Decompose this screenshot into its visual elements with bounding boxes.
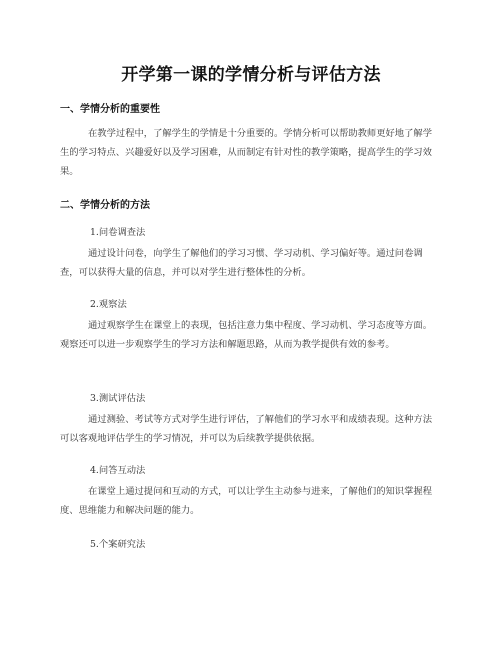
method-label-testing: 3.测试评估法: [90, 393, 146, 404]
document-title: 开学第一课的学情分析与评估方法: [121, 65, 381, 85]
method-label-questionnaire: 1.问卷调查法: [90, 227, 146, 238]
method-paragraph-qa: 在课堂上通过提问和互动的方式，可以让学生主动参与进来，了解他们的知识掌握程度、思维能力和解决问题的能力。: [60, 486, 432, 516]
method-paragraph-testing: 通过测验、考试等方式对学生进行评估，了解他们的学习水平和成绩表现。这种方法可以客观地评估学生的学习情况，并可以为后续教学提供依据。: [60, 414, 432, 444]
method-label-qa: 4.问答互动法: [90, 465, 146, 476]
section-heading-methods: 二、学情分析的方法: [60, 200, 150, 211]
method-paragraph-observation: 通过观察学生在课堂上的表现，包括注意力集中程度、学习动机、学习态度等方面。观察还可以进一步观察学生的学习方法和解题思路，从而为教学提供有效的参考。: [60, 320, 432, 350]
section-heading-importance: 一、学情分析的重要性: [60, 104, 160, 115]
paragraph-importance: 在教学过程中，了解学生的学情是十分重要的。学情分析可以帮助教师更好地了解学生的学习特点、兴趣爱好以及学习困难，从而制定有针对性的教学策略，提高学生的学习效果。: [60, 128, 432, 177]
method-label-observation: 2.观察法: [90, 299, 127, 310]
method-paragraph-questionnaire: 通过设计问卷，向学生了解他们的学习习惯、学习动机、学习偏好等。通过问卷调查，可以获得大量的信息，并可以对学生进行整体性的分析。: [60, 248, 423, 278]
method-label-case-study: 5.个案研究法: [90, 539, 146, 550]
